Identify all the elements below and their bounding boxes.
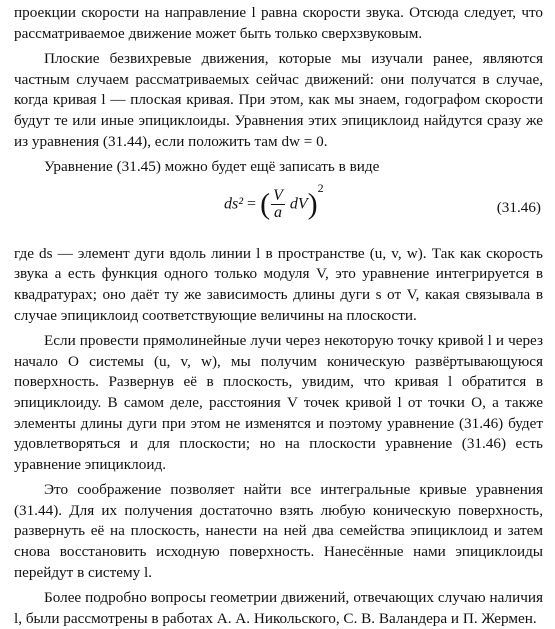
paragraph-4: где ds — элемент дуги вдоль линии l в пространстве (u, v, w). Так как скорость звука a есть функция одного только модуля V, это уравнение интегрируется в квадратурах; оно даёт ту же зависимость длины дуги s от V, какая связывала в случае эпициклоид соответствующие величины на плоскости. [14,244,543,324]
equation-lhs: ds² [224,195,244,213]
paragraph-2: Плоские безвихревые движения, которые мы изучали ранее, являются частным случаем рассматриваемых сейчас движений: они получатся в случае, когда кривая l — плоская кривая. При этом, как мы знаем, годографом скорости будут те или иные эпициклоиды. Уравнения этих эпициклоид найдутся сразу же из уравнения (31.44), если положить там dw = 0. [14,50,543,150]
paragraph-1: проекции скорости на направление l равна скорости звука. Отсюда следует, что рассматриваемое движение может быть только сверхзвуковым. [14,4,543,42]
paragraph-5: Если провести прямолинейные лучи через некоторую точку кривой l и через начало O системы (u, v, w), мы получим коническую развёртывающуюся поверхность. Развернув её в плоскость, увидим, что кривая l обратится в эпициклоиду. В самом деле, расстояния V точек кривой l от точки O, а также элементы длины дуги при этом не изменятся и поэтому уравнение (31.46) будет удовлетворяться и для плоскости; но на плоскости уравнение (31.46) есть уравнение эпициклоид. [14,332,543,473]
equation-tail: dV [289,195,308,213]
fraction-denominator: a [273,203,282,221]
equation-power: 2 [317,180,324,195]
fraction-numerator: V [273,186,283,204]
equation-equals: = [247,195,257,213]
equation-31-46 [14,180,543,240]
equation-body: ds² = ( $\frac{V}{a}$ dV)$^2$ [224,180,324,221]
equation-fraction [271,188,285,221]
paragraph-6: Это соображение позволяет найти все интегральные кривые уравнения (31.44). Для их получения достаточно взять любую коническую поверхность, развернуть её на плоскость, нанести на ней два семейства эпициклоид и затем снова восстановить исходную поверхность. Нанесённые нами эпициклоиды перейдут в систему l. [14,481,543,581]
paragraph-3: Уравнение (31.45) можно будет ещё записать в виде [44,158,380,176]
equation-number: (31.46) [496,198,541,216]
paragraph-7: Более подробно вопросы геометрии движений, отвечающих случаю наличия l, были рассмотрены в работах А. А. Никольского, С. В. Валандера и П. Жермен. [14,589,543,627]
